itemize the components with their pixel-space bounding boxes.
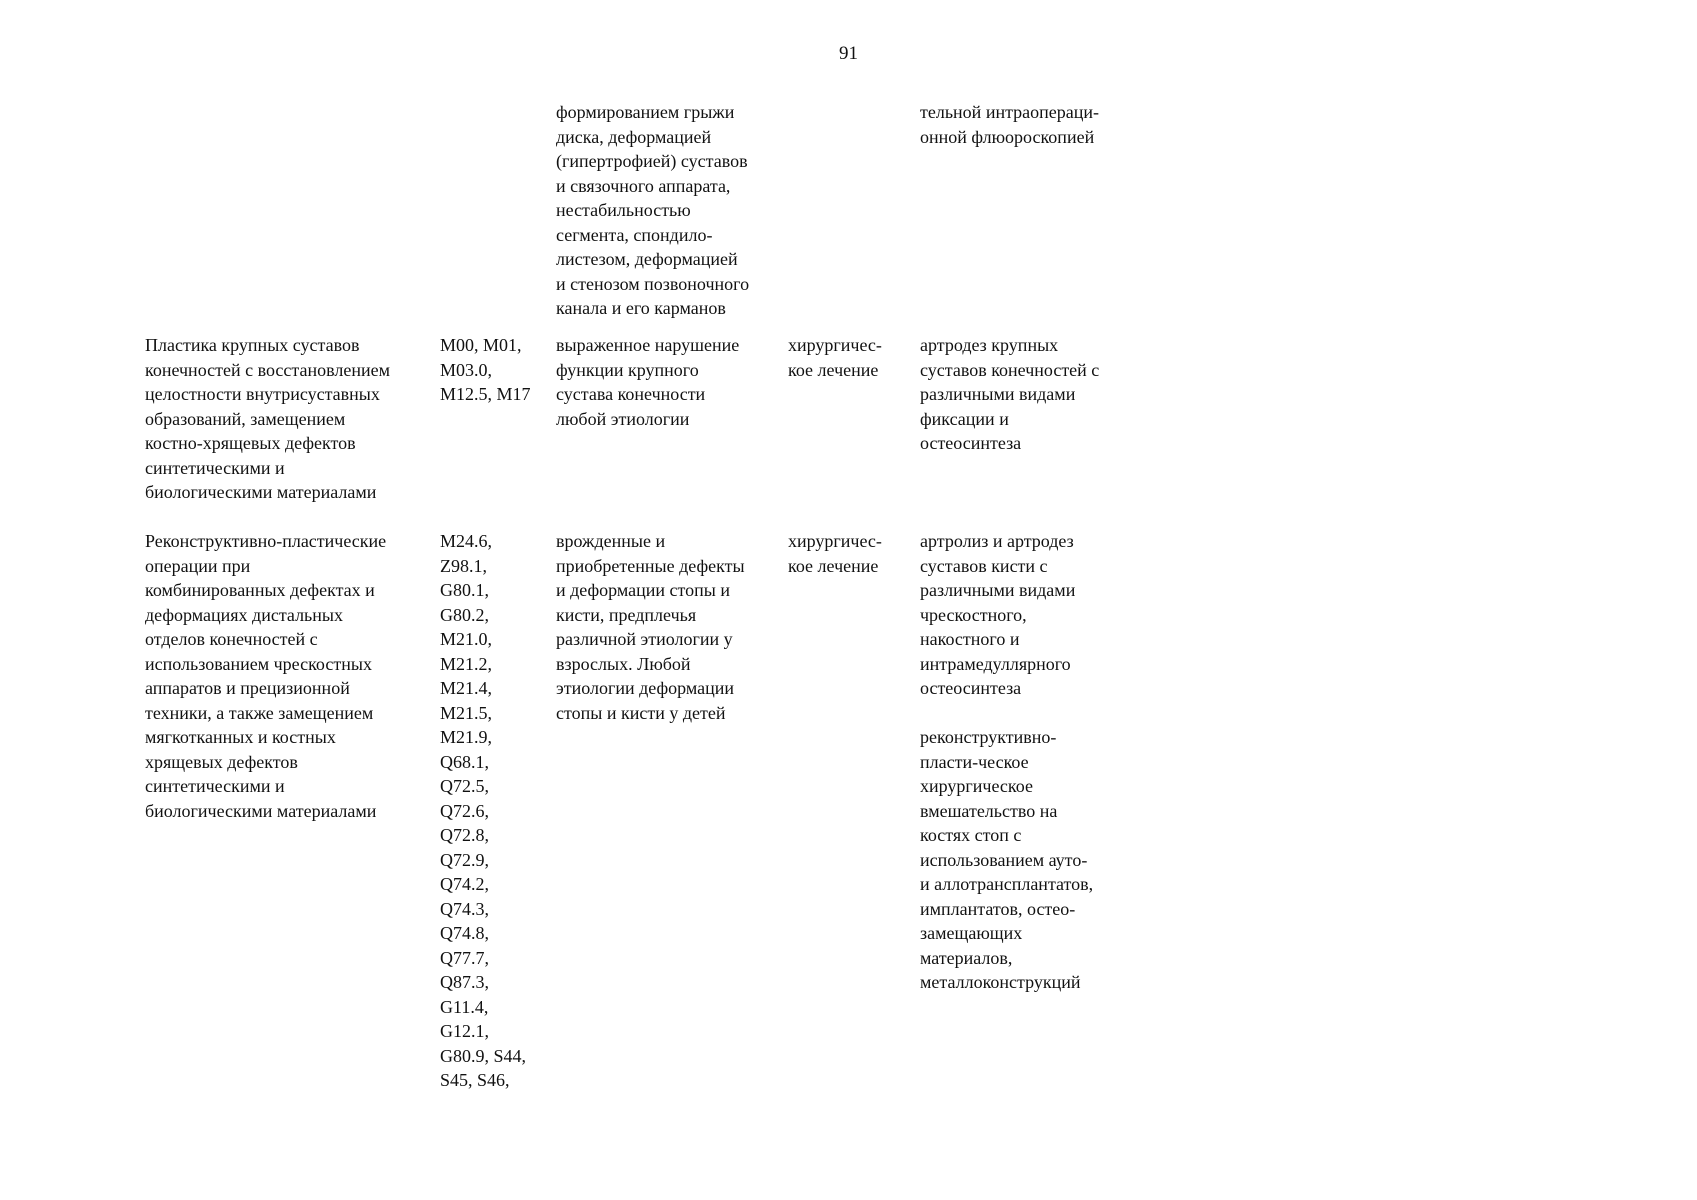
procedure-cell: Реконструктивно-пластические операции при комбинированных дефектах и деформациях дистальных отделов конечностей с использованием чрескостных аппаратов и прецизионной техники, а также замещением мягкотканных и костных хрящевых дефектов синтетическими и биологическими материалами: [145, 531, 387, 821]
treatment-type-cell: хирургичес- кое лечение: [788, 531, 882, 576]
procedure-cell: Пластика крупных суставов конечностей с восстановлением целостности внутрисуставных образований, замещением костно-хрящевых дефектов синтетическими и биологическими материалами: [145, 335, 390, 502]
method-cell-secondary: реконструктивно- пласти-ческое хирургическое вмешательство на костях стоп с использованием ауто- и аллотрансплантатов, имплантатов, остео- замещающих материалов, металлоконструкций: [920, 727, 1094, 992]
treatment-type-cell: хирургичес- кое лечение: [788, 335, 882, 380]
diagnosis-cell: формированием грыжи диска, деформацией (гипертрофией) суставов и связочного аппарата, нестабильностью сегмента, спондило- листезом, деформацией и стенозом позвоночного канала и его карманов: [556, 102, 750, 318]
diagnosis-cell: врожденные и приобретенные дефекты и деформации стопы и кисти, предплечья различной этиологии у взрослых. Любой этиологии деформации стопы и кисти у детей: [556, 531, 745, 723]
diagnosis-cell: выраженное нарушение функции крупного сустава конечности любой этиологии: [556, 335, 740, 429]
method-cell: тельной интраопераци- онной флюороскопией: [920, 102, 1100, 147]
method-cell: артролиз и артродез суставов кисти с различными видами чрескостного, накостного и интрамедуллярного остеосинтеза: [920, 531, 1076, 698]
codes-cell: M00, M01, M03.0, M12.5, M17: [440, 335, 531, 404]
page-number: 91: [839, 43, 858, 64]
method-cell: артродез крупных суставов конечностей с различными видами фиксации и остеосинтеза: [920, 335, 1100, 453]
codes-cell: M24.6, Z98.1, G80.1, G80.2, M21.0, M21.2, M21.4, M21.5, M21.9, Q68.1, Q72.5, Q72.6, Q72.8, Q72.9, Q74.2, Q74.3, Q74.8, Q77.7, Q87.3, G11.4, G12.1, G80.9, S44, S45, S46,: [440, 531, 527, 1090]
